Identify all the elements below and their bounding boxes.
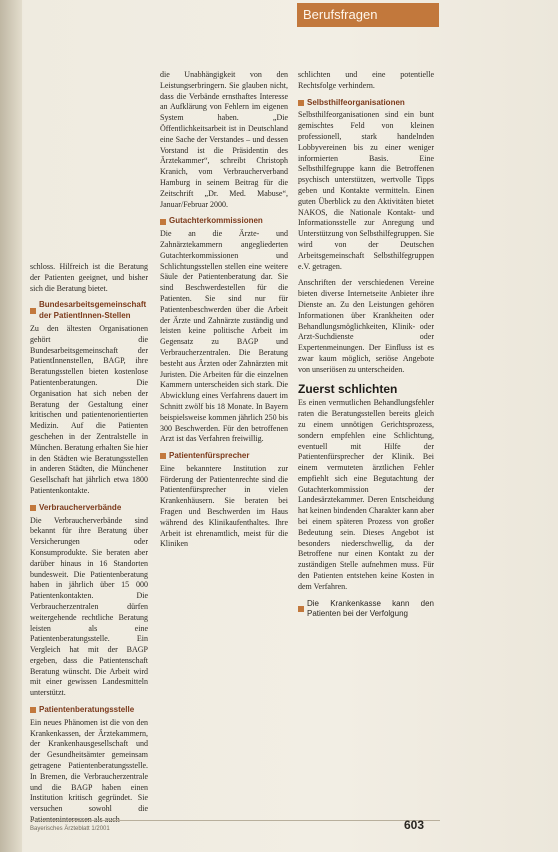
paragraph: Die Verbraucherverbände sind bekannt für ihre Beratung über Versicherungen oder Konsumprodukte. Sie beraten aber darüber hinaus in 16 Standorten bundesweit. Die Patientenberatung haben in jährlich über 15 000 Patientenkontakten. Die Verbraucherzentralen dürfen weitergehende rechtliche Beratung leisten als eine Patientenberatungsstelle. Ein Vergleich hat mit der BAGP ergeben, dass die Patientenschaft Beratung wünscht. Die Arbeit wird mit einer gewissen Landesmitteln unterstützt. (30, 515, 148, 698)
paragraph: schloss. Hilfreich ist die Beratung der Patienten geeignet, und bisher sich die Beratung bietet. (30, 262, 148, 293)
page-number: 603 (404, 818, 425, 832)
bullet-square-icon (160, 219, 166, 225)
bullet-square-icon (298, 606, 304, 612)
section-heading: Zuerst schlichten (298, 381, 398, 396)
journal-footer: Bayerisches Ärzteblatt 1/2001 (30, 826, 110, 832)
column-1 (30, 262, 148, 826)
bullet-square-icon (30, 505, 36, 511)
subheading (30, 300, 148, 322)
column-2 (160, 70, 288, 550)
paragraph: schlichten und eine potentielle Rechtsfolge verhindern. (298, 70, 434, 90)
paragraph-lead (298, 599, 434, 621)
bullet-square-icon (298, 100, 304, 106)
footer-divider (30, 820, 440, 821)
subheading-text: Patientenberatungsstelle (39, 705, 135, 715)
paragraph: Ein neues Phänomen ist die von den Krankenkassen, der Ärztekammern, der Krankenhausgesellschaft und der Gesundheitsämter gemeinsam getragene Patientenberatungsstelle. In Bremen, die Verbraucherzentrale und die BAGP haben einen Institution kritisch gegründet. Sie versuchen sowohl die (30, 717, 148, 814)
subheading (30, 503, 148, 514)
paragraph: Selbsthilfeorganisationen sind ein bunt gemischtes Feld von kleinen professionell, stark handelnden Lobbyvereinen bis zu einer weniger informierten Basis. Eine Selbsthilfegruppe kann die Betroffenen psychisch unterstützen, wertvolle Tipps geben und Kontakte vermitteln. Einen guten Überblick zu den Aktivitäten bietet NAKOS, die Nationale Kontakt- und Informationsstelle zur Anregung und Unterstützung von Selbsthilfegruppen. Sie wird von der Deutschen Arbeitsgemeinschaft Selbsthilfegruppen e.V. getragen. (298, 110, 434, 271)
subheading-text: Gutachterkommissionen (169, 216, 263, 226)
subheading (160, 216, 288, 227)
paragraph-text: Die Krankenkasse kann den Patienten bei der Verfolgung (307, 598, 434, 619)
paragraph: Anschriften der verschiedenen Vereine bieten diverse Internetseite Anbieter ihre Dienste an. Zu den Leistungen gehören Informationen über Krankheiten oder Behandlungsmöglichkeiten, Klinik- oder Arzt-Suchdienste oder Expertenmeinungen. Der Einfluss ist es zwar kaum möglich, seriöse Angebote von unseriösen zu unterscheiden. (298, 278, 434, 374)
paragraph: Zu den ältesten Organisationen gehört die Bundesarbeitsgemeinschaft der PatientInnenstellen, BAGP, ihre Beratungsstellen bieten kostenlose Patientenberatungen. Die Organisation hat sich neben der Beratung der Gestaltung einer kritischen und patientenorientierten Medizin. Auf die Patienten geschehen in der Zentralstelle in München. Beratung erhalten Sie hier in den Städten wie Beratungsstellen in anderen Städten, die Münchener Gesellschaft hat jährlich etwa 1800 Patientenkontakte. (30, 323, 148, 495)
page-gutter (0, 0, 22, 852)
section-header: Berufsfragen (297, 3, 439, 27)
paragraph: Es einen vermutlichen Behandlungsfehler raten die Beratungsstellen bereits gleich zu einem unnötigen Gerichtsprozess, sondern empfehlen eine Schlichtung, eventuell mit Hilfe der Patientenfürsprecher der Klinik. Bei einem vermuteten ärztlichen Fehler empfiehlt sich eine Begutachtung der Gutachterkommission der Landesärztekammer. Deren Entscheidung hat keinen bindenden Charakter kann aber bei einem späteren Prozess von großer Bedeutung sein. Dieses Angebot ist besonders niederschwellig, da der Betroffene nur einen Kontakt zu der zuständigen Stelle aufnehmen muss. Für den Patienten entstehen keine Kosten in dem Verfahren. (298, 398, 434, 591)
subheading-text: Selbsthilfeorganisationen (307, 97, 405, 107)
subheading (298, 98, 434, 109)
subheading-text: Bundesarbeitsgemeinschaft der PatientInnen-Stellen (39, 300, 147, 321)
bullet-square-icon (160, 453, 166, 459)
column-3 (298, 70, 434, 622)
paragraph: Eine bekanntere Institution zur Förderung der Patientenrechte sind die Patientenfürsprecher in vielen Krankenhäusern. Sie beraten bei Fragen und Beschwerden im Haus während des Klinikaufenthaltes. Ihre Arbeit ist ehrenamtlich, meist für die Kliniken (160, 463, 288, 549)
bullet-square-icon (30, 308, 36, 314)
subheading (160, 451, 288, 462)
subheading (30, 705, 148, 716)
paragraph: die Unabhängigkeit von den Leistungserbringern. Sie glauben nicht, dass die Verbände ernsthaftes Interesse an Aufklärung von Fehlern im eigenen System haben. „Die Öffentlichkeitsarbeit ist in Deutschland eine Sache der Verstandes – und dessen Vorstand ist die Präsidentin des Ärztekammer“, schreibt Christoph Kranich, vom Verbraucherverband Hamburg in seinem Beitrag für die Zeitschrift „Dr. Med. Mabuse“, Januar/Februar 2000. (160, 70, 288, 209)
subheading-text: Patientenfürsprecher (169, 451, 250, 461)
paragraph: Die an die Ärzte- und Zahnärztekammern angegliederten Gutachterkommissionen und Schlichtungsstellen stellen eine weitere Säule der Patientenberatung dar. Sie sind Beschwerdestellen für die Patienten. Sie sind nur für Patientenbeschwerden über die Arbeit der Ärzte und Zahnärzte zuständig und leisten keine politische Arbeit im Gegensatz zu BAGP und Verbraucherzentralen. Die Beratung besteht aus Ärzten oder Zahnärzten mit Juristen. Die Arbeiten für die einzelnen Kammern unterscheiden sich stark. Die Abwicklung eines Verfahrens dauert im Schnitt zwölf bis 18 Monate. In Bayern beispielsweise kommen jährlich 250 bis 300 Beschwerden. Für den betroffenen Arzt ist das Verfahren freiwillig. (160, 229, 288, 444)
subheading-text: Verbraucherverbände (39, 502, 122, 512)
bullet-square-icon (30, 707, 36, 713)
